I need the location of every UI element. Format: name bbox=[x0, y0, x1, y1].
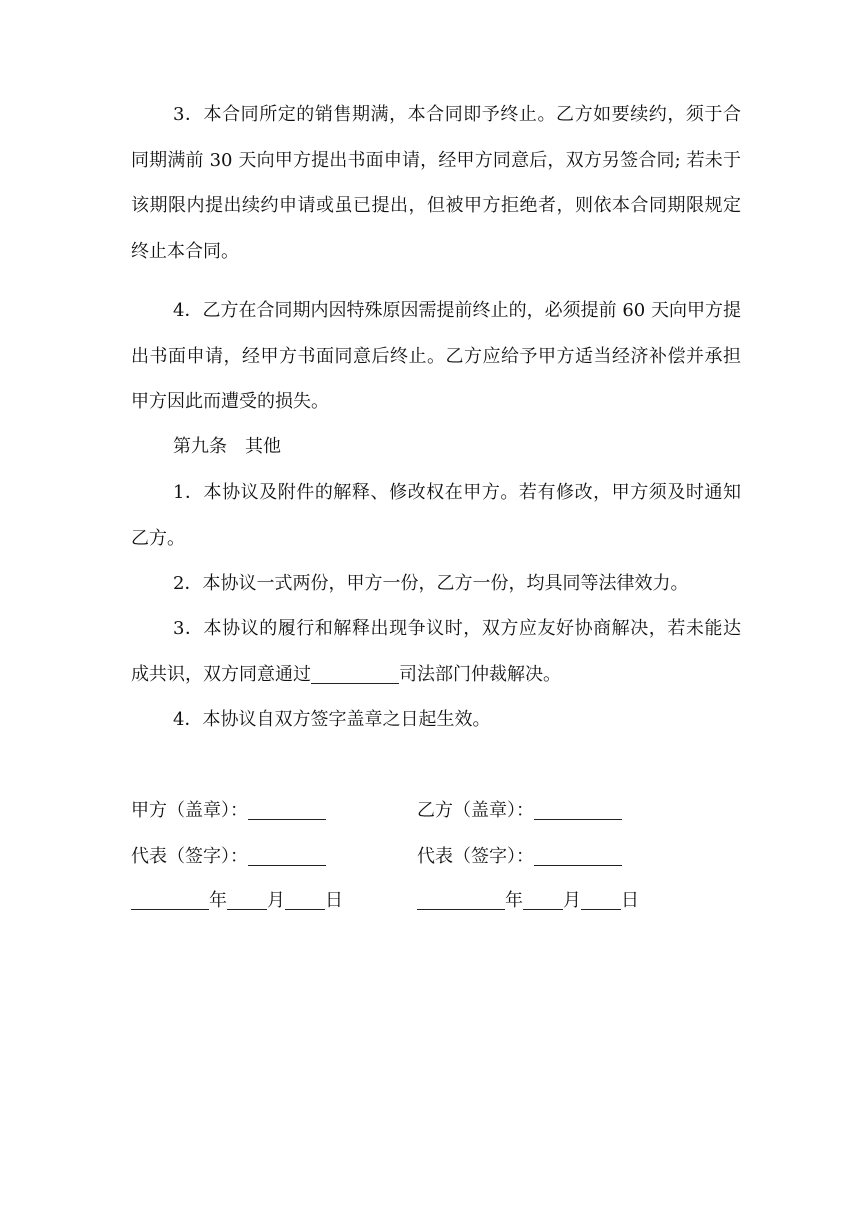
clause-9-3-text-after: 司法部门仲裁解决。 bbox=[399, 663, 561, 685]
date-a-year-blank[interactable] bbox=[131, 908, 209, 910]
date-a-month-label: 月 bbox=[267, 890, 285, 911]
date-b-day-blank[interactable] bbox=[581, 908, 621, 910]
party-b-seal-row bbox=[417, 799, 622, 823]
rep-a-label: 代表（签字）： bbox=[131, 846, 248, 867]
clause-9-3 bbox=[131, 606, 741, 697]
party-a-seal-blank[interactable] bbox=[248, 818, 326, 820]
date-a-day-label: 日 bbox=[325, 890, 343, 911]
rep-b-row bbox=[417, 845, 622, 869]
party-a-seal-label: 甲方（盖章）： bbox=[131, 800, 248, 821]
party-b-seal-label: 乙方（盖章）： bbox=[417, 800, 534, 821]
rep-b-signature-blank[interactable] bbox=[534, 864, 622, 866]
rep-b-label: 代表（签字）： bbox=[417, 846, 534, 867]
date-a-month-blank[interactable] bbox=[227, 908, 267, 910]
date-b-month-label: 月 bbox=[563, 890, 581, 911]
party-a-seal-row bbox=[131, 799, 326, 823]
date-b-year-label: 年 bbox=[505, 890, 523, 911]
clause-9-1: 1．本协议及附件的解释、修改权在甲方。若有修改，甲方须及时通知乙方。 bbox=[131, 482, 741, 549]
rep-a-row bbox=[131, 845, 326, 869]
date-b-row bbox=[417, 889, 639, 913]
clause-9-3-text-before: 3．本协议的履行和解释出现争议时，双方应友好协商解决，若未能达成共识，双方同意通过 bbox=[131, 618, 741, 685]
article-9-title: 第九条 其他 bbox=[173, 436, 281, 457]
clause-8-4: 4．乙方在合同期内因特殊原因需提前终止的，必须提前 60 天向甲方提出书面申请，经甲方书面同意后终止。乙方应给予甲方适当经济补偿并承担甲方因此而遭受的损失。 bbox=[131, 300, 741, 412]
arbitration-location-blank[interactable] bbox=[311, 682, 399, 684]
clause-8-3: 3．本合同所定的销售期满，本合同即予终止。乙方如要续约，须于合同期满前 30 天向甲方提出书面申请，经甲方同意后，双方另签合同; 若未于该期限内提出续约申请或虽已提出，但被甲方拒绝者，则依本合同期限规定终止本合同。 bbox=[131, 104, 741, 262]
date-a-day-blank[interactable] bbox=[285, 908, 325, 910]
date-a-year-label: 年 bbox=[209, 890, 227, 911]
date-b-month-blank[interactable] bbox=[523, 908, 563, 910]
rep-a-signature-blank[interactable] bbox=[248, 864, 326, 866]
date-b-day-label: 日 bbox=[621, 890, 639, 911]
clause-9-2: 2．本协议一式两份，甲方一份，乙方一份，均具同等法律效力。 bbox=[173, 573, 689, 594]
date-b-year-blank[interactable] bbox=[417, 908, 505, 910]
party-b-seal-blank[interactable] bbox=[534, 818, 622, 820]
date-a-row bbox=[131, 889, 343, 913]
clause-9-4: 4．本协议自双方签字盖章之日起生效。 bbox=[173, 709, 491, 730]
